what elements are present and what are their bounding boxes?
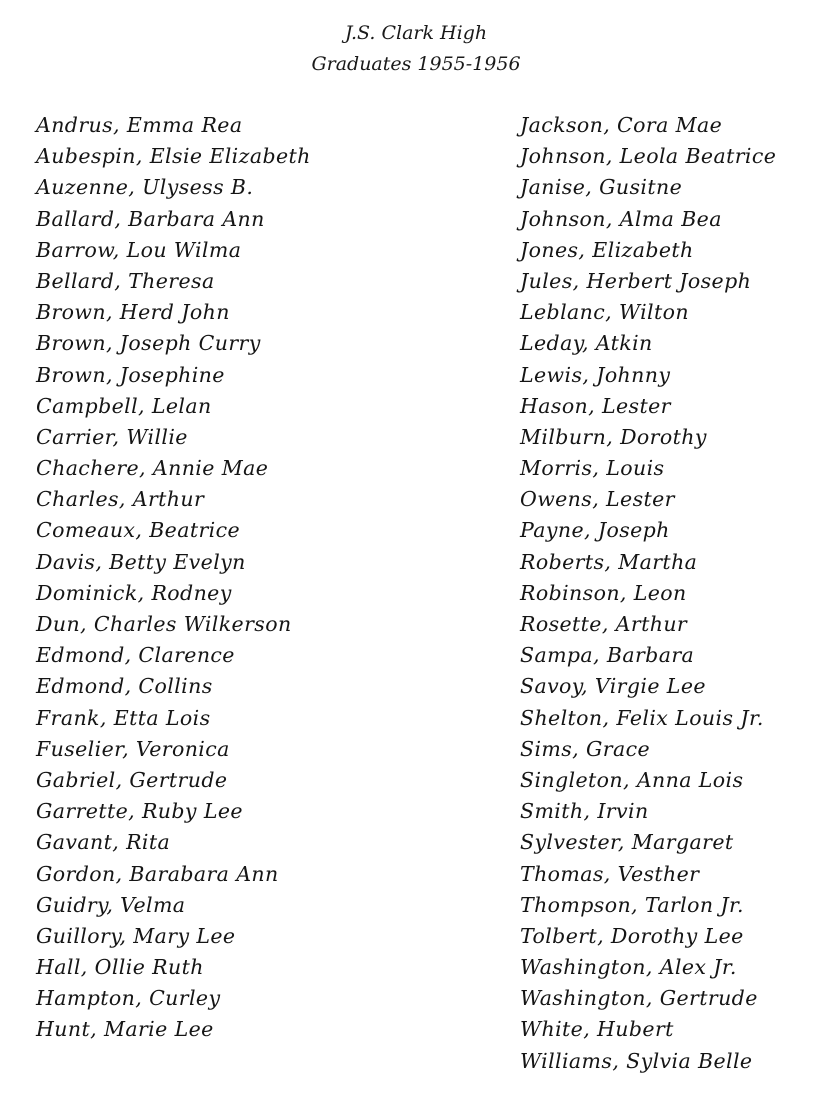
- graduate-name: Singleton, Anna Lois: [520, 767, 744, 792]
- graduate-name: Frank, Etta Lois: [36, 705, 211, 730]
- graduates-list-right: [520, 110, 820, 1077]
- graduate-name: Morris, Louis: [520, 456, 665, 481]
- graduate-name: Washington, Gertrude: [520, 986, 758, 1011]
- graduate-name: Shelton, Felix Louis Jr.: [520, 705, 764, 730]
- graduate-name: Hunt, Marie Lee: [36, 1017, 214, 1042]
- school-title: J.S. Clark High: [344, 22, 488, 44]
- graduate-name: Auzenne, Ulysess B.: [36, 175, 254, 200]
- graduate-name: Tolbert, Dorothy Lee: [520, 923, 744, 948]
- graduate-name: Thompson, Tarlon Jr.: [520, 892, 744, 917]
- graduate-name: Hason, Lester: [520, 393, 671, 418]
- graduate-name: Chachere, Annie Mae: [36, 456, 269, 481]
- graduate-name: Edmond, Clarence: [36, 643, 235, 668]
- graduate-name: Leblanc, Wilton: [520, 300, 689, 325]
- graduate-name: Owens, Lester: [520, 487, 675, 512]
- graduate-name: Lewis, Johnny: [520, 362, 671, 387]
- graduate-name: Aubespin, Elsie Elizabeth: [36, 144, 311, 169]
- graduate-name: Andrus, Emma Rea: [36, 113, 243, 137]
- graduate-name: Campbell, Lelan: [36, 393, 212, 418]
- graduate-name: Johnson, Alma Bea: [520, 206, 722, 231]
- graduates-subtitle: Graduates 1955-1956: [311, 53, 521, 75]
- graduate-name: Edmond, Collins: [36, 674, 213, 699]
- graduate-name: Dominick, Rodney: [36, 580, 232, 605]
- graduate-name: Milburn, Dorothy: [520, 424, 707, 449]
- graduates-list-left: [36, 110, 476, 1046]
- graduate-name: Savoy, Virgie Lee: [520, 674, 706, 699]
- graduate-name: Barrow, Lou Wilma: [36, 237, 242, 262]
- graduate-name: Roberts, Martha: [520, 549, 698, 574]
- graduate-name: Hampton, Curley: [36, 986, 221, 1011]
- graduate-name: Brown, Josephine: [36, 362, 225, 387]
- page-header: [0, 18, 832, 80]
- graduate-name: Comeaux, Beatrice: [36, 518, 241, 543]
- graduate-name: Gavant, Rita: [36, 830, 171, 855]
- graduate-name: Smith, Irvin: [520, 799, 649, 824]
- graduate-name: Leday, Atkin: [520, 331, 653, 356]
- graduate-name: Washington, Alex Jr.: [520, 955, 737, 980]
- graduate-name: Brown, Joseph Curry: [36, 331, 261, 356]
- graduate-name: Garrette, Ruby Lee: [36, 799, 243, 824]
- graduate-name: Hall, Ollie Ruth: [36, 955, 204, 980]
- graduate-name: Jackson, Cora Mae: [520, 113, 723, 137]
- graduate-name: Jones, Elizabeth: [520, 237, 694, 262]
- graduate-name: Fuselier, Veronica: [36, 736, 230, 761]
- graduate-name: White, Hubert: [520, 1017, 674, 1042]
- graduate-name: Williams, Sylvia Belle: [520, 1048, 753, 1073]
- graduate-name: Carrier, Willie: [36, 424, 188, 449]
- graduate-name: Charles, Arthur: [36, 487, 205, 512]
- graduate-name: Davis, Betty Evelyn: [36, 549, 246, 574]
- graduate-name: Sims, Grace: [520, 736, 651, 761]
- graduate-name: Sylvester, Margaret: [520, 830, 734, 855]
- graduate-name: Robinson, Leon: [520, 580, 687, 605]
- graduate-name: Guidry, Velma: [36, 892, 186, 917]
- graduate-name: Rosette, Arthur: [520, 612, 688, 636]
- graduate-name: Bellard, Theresa: [36, 268, 215, 293]
- graduate-name: Payne, Joseph: [520, 518, 670, 543]
- graduate-name: Sampa, Barbara: [520, 643, 695, 668]
- graduate-name: Guillory, Mary Lee: [36, 923, 236, 948]
- graduate-name: Jules, Herbert Joseph: [520, 268, 752, 293]
- graduate-name: Johnson, Leola Beatrice: [520, 144, 777, 169]
- graduate-name: Gordon, Barabara Ann: [36, 861, 279, 886]
- graduate-name: Janise, Gusitne: [520, 175, 683, 200]
- graduate-name: Brown, Herd John: [36, 300, 230, 325]
- graduate-name: Dun, Charles Wilkerson: [36, 612, 292, 636]
- graduate-name: Ballard, Barbara Ann: [36, 206, 265, 231]
- graduate-name: Gabriel, Gertrude: [36, 767, 228, 792]
- graduate-name: Thomas, Vesther: [520, 861, 700, 886]
